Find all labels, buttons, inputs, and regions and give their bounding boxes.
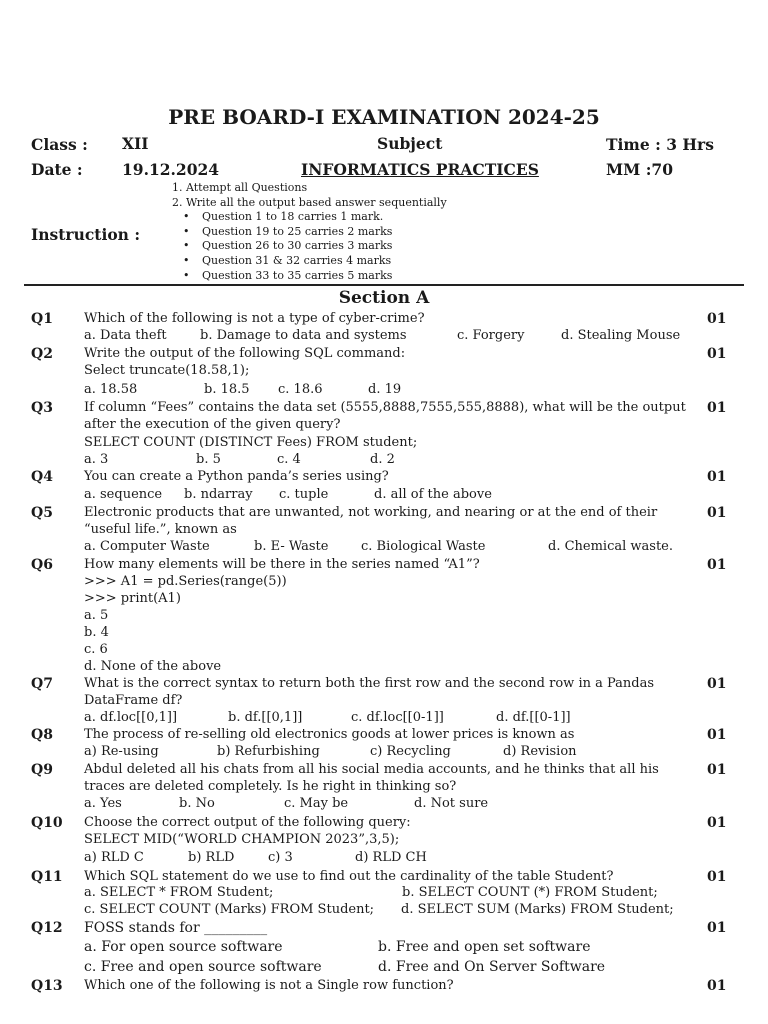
section-heading: Section A — [338, 288, 430, 308]
answer-option: a. 3 — [84, 452, 109, 467]
answer-option: d. df.[[0-1]] — [496, 710, 571, 725]
question-marks: 01 — [707, 346, 727, 362]
question-number: Q10 — [31, 815, 63, 831]
answer-option: b. No — [179, 796, 215, 811]
answer-option: d) RLD CH — [355, 850, 427, 865]
answer-option: d. None of the above — [84, 659, 222, 674]
code-line: >>> print(A1) — [84, 591, 181, 606]
answer-option: c) 3 — [268, 850, 293, 865]
question-text: Choose the correct output of the following query: — [84, 815, 411, 830]
exam-title: PRE BOARD-I EXAMINATION 2024-25 — [168, 105, 600, 129]
answer-option: c. May be — [284, 796, 349, 811]
time-label: Time : 3 Hrs — [606, 135, 714, 154]
answer-option: d. SELECT SUM (Marks) FROM Student; — [401, 902, 674, 917]
question-number: Q8 — [31, 727, 53, 743]
answer-option: b) RLD — [188, 850, 235, 865]
question-number: Q9 — [31, 762, 53, 778]
code-line: >>> A1 = pd.Series(range(5)) — [84, 574, 287, 589]
question-marks: 01 — [707, 920, 727, 936]
instruction-label: Instruction : — [31, 225, 141, 244]
question-number: Q6 — [31, 557, 53, 573]
answer-option: d. Not sure — [414, 796, 489, 811]
question-text: How many elements will be there in the series named “A1”? — [84, 557, 480, 572]
question-text: FOSS stands for _________ — [84, 920, 268, 936]
answer-option: b. Damage to data and systems — [200, 328, 407, 343]
answer-option: b. Free and open set software — [378, 939, 591, 955]
question-text: You can create a Python panda’s series using? — [84, 469, 389, 484]
question-number: Q1 — [31, 311, 53, 327]
question-text: What is the correct syntax to return both the first row and the second row in a Pandas — [84, 676, 655, 691]
answer-option: a. sequence — [84, 487, 163, 502]
instruction-block — [172, 181, 447, 283]
answer-option: c. SELECT COUNT (Marks) FROM Student; — [84, 902, 375, 917]
question-number: Q3 — [31, 400, 53, 416]
question-marks: 01 — [707, 311, 727, 327]
answer-option: b. SELECT COUNT (*) FROM Student; — [402, 885, 658, 900]
question-marks: 01 — [707, 815, 727, 831]
question-text: Which one of the following is not a Single row function? — [84, 978, 454, 993]
question-text: SELECT MID(“WORLD CHAMPION 2023”,3,5); — [84, 832, 400, 847]
question-marks: 01 — [707, 505, 727, 521]
question-marks: 01 — [707, 469, 727, 485]
answer-option: a. Data theft — [84, 328, 167, 343]
answer-option: d. Stealing Mouse — [561, 328, 681, 343]
question-text: SELECT COUNT (DISTINCT Fees) FROM student; — [84, 435, 418, 450]
answer-option: c. Free and open source software — [84, 959, 322, 975]
answer-option: c. 6 — [84, 642, 108, 657]
question-number: Q11 — [31, 869, 63, 885]
question-marks: 01 — [707, 762, 727, 778]
answer-option: c. df.loc[[0-1]] — [351, 710, 444, 725]
date-label: Date : — [31, 160, 83, 179]
header-divider — [24, 284, 744, 286]
question-text: Select truncate(18.58,1); — [84, 363, 250, 378]
answer-option: b. 5 — [196, 452, 221, 467]
answer-option: b. 4 — [84, 625, 109, 640]
question-text: Electronic products that are unwanted, not working, and nearing or at the end of their — [84, 505, 658, 520]
answer-option: b. df.[[0,1]] — [228, 710, 303, 725]
question-text: Abdul deleted all his chats from all his social media accounts, and he thinks that all his — [84, 762, 659, 777]
answer-option: a. 18.58 — [84, 382, 138, 397]
question-number: Q5 — [31, 505, 53, 521]
class-value: XII — [122, 134, 149, 153]
answer-option: a) RLD C — [84, 850, 144, 865]
answer-option: d. 2 — [370, 452, 395, 467]
answer-option: a. Yes — [84, 796, 122, 811]
answer-option: b. 18.5 — [204, 382, 250, 397]
marks-distribution-item: • Question 1 to 18 carries 1 mark. — [172, 210, 447, 225]
answer-option: c. 4 — [277, 452, 301, 467]
answer-option: b) Refurbishing — [217, 744, 320, 759]
question-marks: 01 — [707, 400, 727, 416]
instruction-line: 1. Attempt all Questions — [172, 181, 308, 194]
answer-option: d. Chemical waste. — [548, 539, 674, 554]
question-text: “useful life.”, known as — [84, 522, 237, 537]
answer-option: a. SELECT * FROM Student; — [84, 885, 274, 900]
question-number: Q13 — [31, 978, 63, 994]
marks-distribution-item: • Question 33 to 35 carries 5 marks — [172, 269, 447, 284]
question-number: Q7 — [31, 676, 53, 692]
answer-option: a. df.loc[[0,1]] — [84, 710, 178, 725]
question-text: DataFrame df? — [84, 693, 183, 708]
answer-option: c. tuple — [279, 487, 329, 502]
marks-distribution-list — [172, 210, 447, 283]
answer-option: d) Revision — [503, 744, 577, 759]
question-marks: 01 — [707, 978, 727, 994]
answer-option: d. 19 — [368, 382, 402, 397]
question-text: after the execution of the given query? — [84, 417, 341, 432]
question-text: Which of the following is not a type of cyber-crime? — [84, 311, 425, 326]
marks-distribution-item: • Question 31 & 32 carries 4 marks — [172, 254, 447, 269]
question-marks: 01 — [707, 869, 727, 885]
subject-label: Subject — [377, 134, 443, 153]
question-text: traces are deleted completely. Is he right in thinking so? — [84, 779, 457, 794]
question-marks: 01 — [707, 727, 727, 743]
marks-distribution-item: • Question 26 to 30 carries 3 marks — [172, 239, 447, 254]
marks-distribution-item: • Question 19 to 25 carries 2 marks — [172, 225, 447, 240]
answer-option: a. Computer Waste — [84, 539, 210, 554]
class-label: Class : — [31, 135, 88, 154]
question-marks: 01 — [707, 557, 727, 573]
answer-option: c. 18.6 — [278, 382, 323, 397]
subject-value: INFORMATICS PRACTICES — [301, 160, 539, 179]
question-marks: 01 — [707, 676, 727, 692]
question-number: Q4 — [31, 469, 53, 485]
answer-option: a. 5 — [84, 608, 109, 623]
max-marks-label: MM :70 — [606, 160, 674, 179]
answer-option: a) Re-using — [84, 744, 159, 759]
question-text: Which SQL statement do we use to find out the cardinality of the table Student? — [84, 869, 614, 884]
question-number: Q12 — [31, 920, 63, 936]
answer-option: d. all of the above — [374, 487, 492, 502]
question-text: The process of re-selling old electronics goods at lower prices is known as — [84, 727, 575, 742]
answer-option: c) Recycling — [370, 744, 451, 759]
instruction-line: 2. Write all the output based answer sequentially — [172, 195, 447, 209]
answer-option: d. Free and On Server Software — [378, 959, 606, 975]
answer-option: c. Forgery — [457, 328, 525, 343]
question-number: Q2 — [31, 346, 53, 362]
question-text: If column “Fees” contains the data set (5555,8888,7555,555,8888), what will be the output — [84, 400, 686, 415]
date-value: 19.12.2024 — [122, 160, 220, 179]
answer-option: a. For open source software — [84, 939, 283, 955]
answer-option: b. E- Waste — [254, 539, 329, 554]
answer-option: b. ndarray — [184, 487, 253, 502]
answer-option: c. Biological Waste — [361, 539, 486, 554]
question-text: Write the output of the following SQL command: — [84, 346, 406, 361]
